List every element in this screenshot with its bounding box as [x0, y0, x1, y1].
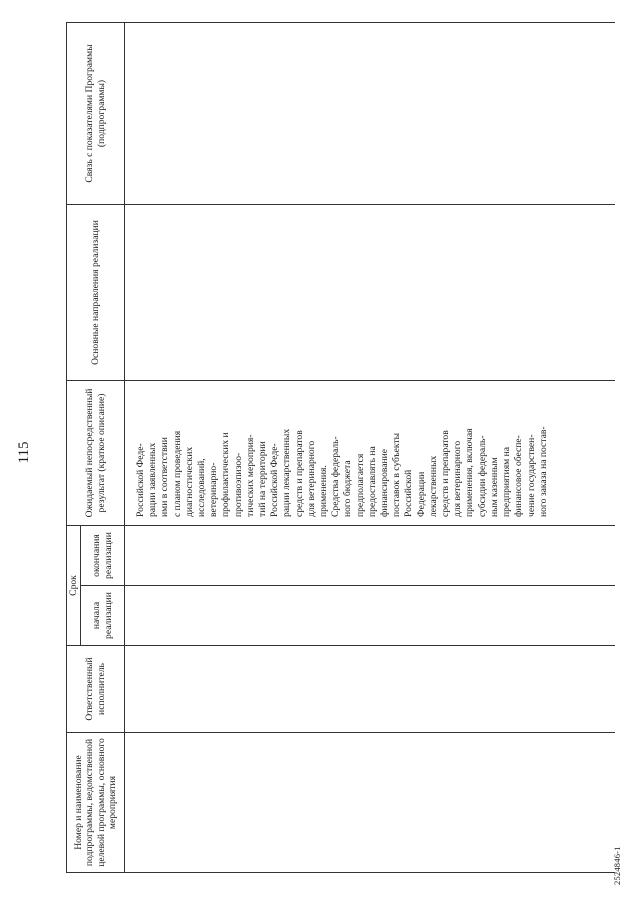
expected-result-text: Российской Феде- рации заявленных ими в соответствии с планом проведения диагностических исследований, ветеринарно- профилактических и противоэпизоо- тических мероприя- тий на территории Российской Феде- рации лекарственных средств и препаратов для ветеринарного применения. Средства федераль- ного бюджета предполагается предоставлять на финансирование поставок в субъекты Российской Федерации лекарственных средств и препаратов для ветеринарного применения, включая субсидии федераль- ным казенным предприятиям на финансовое обеспе- чение государствен- ного заказа на постав- [135, 426, 549, 517]
cell-main-directions [125, 205, 615, 381]
table-row [125, 23, 615, 873]
program-table [66, 22, 615, 873]
header-main-directions: Основные направления реализации [67, 205, 125, 381]
cell-expected-result [125, 381, 615, 526]
header-period-start: начала реализации [81, 586, 125, 646]
cell-period-start [125, 586, 615, 646]
cell-period-end [125, 526, 615, 586]
page-number: 115 [16, 441, 32, 464]
cell-number-name [125, 733, 615, 873]
cell-link-indicators [125, 23, 615, 205]
header-link-indicators: Связь с показателями Программы (подпрограммы) [67, 23, 125, 205]
header-number-name: Номер и наименование подпрограммы, ведомственной целевой программы, основного мероприятия [67, 733, 125, 873]
header-expected-result: Ожидаемый непосредственный результат (краткое описание) [67, 381, 125, 526]
cell-executor [125, 646, 615, 733]
header-period: Срок [67, 526, 81, 646]
document-code: 2524846-1 [612, 846, 622, 885]
header-period-end: окончания реализации [81, 526, 125, 586]
header-executor: Ответственный исполнитель [67, 646, 125, 733]
